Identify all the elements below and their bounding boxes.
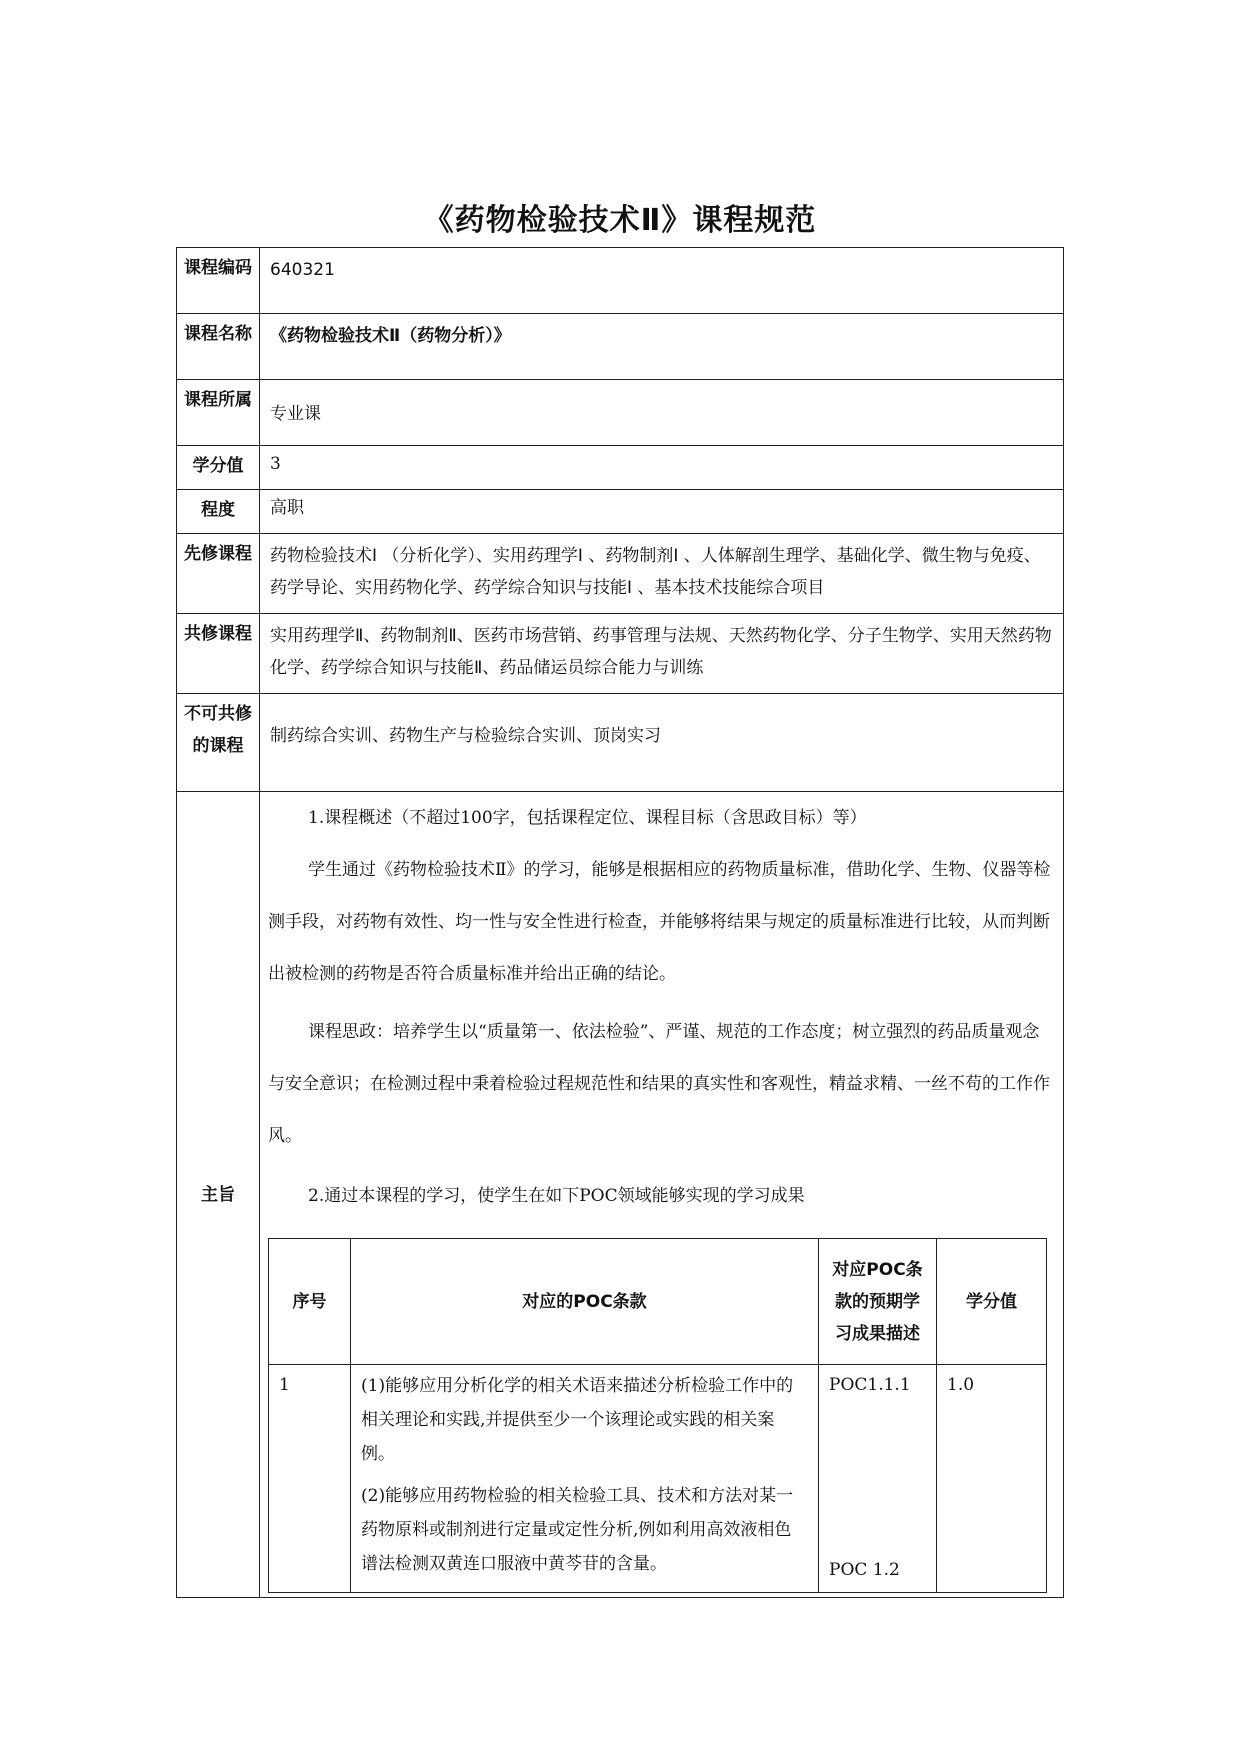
- label-level: 程度: [177, 490, 260, 534]
- label-exclude: 不可共修的课程: [177, 694, 260, 792]
- value-course-name: 《药物检验技术Ⅱ（药物分析）》: [260, 314, 1064, 380]
- poc-clause-1: (1)能够应用分析化学的相关术语来描述分析检验工作中的相关理论和实践,并提供至少一个该理论或实践的相关案例。: [361, 1376, 794, 1464]
- aim-paragraph-ideology: 课程思政：培养学生以“质量第一、依法检验”、严谨、规范的工作态度；树立强烈的药品质量观念与安全意识；在检测过程中秉着检验过程规范性和结果的真实性和客观性，精益求精、一丝不苟的工作作风。: [268, 1022, 1050, 1146]
- label-aim: 主旨: [177, 792, 260, 1598]
- label-course-code: 课程编码: [177, 248, 260, 314]
- page-title: 《药物检验技术Ⅱ》课程规范: [423, 203, 817, 238]
- aim-heading-overview: 1.课程概述（不超过100字，包括课程定位、课程目标（含思政目标）等）: [308, 808, 867, 828]
- value-course-code: 640321: [260, 248, 1064, 314]
- poc-row-desc: [819, 1365, 937, 1593]
- poc-row-no: 1: [269, 1365, 351, 1593]
- value-course-belong: 专业课: [260, 380, 1064, 446]
- poc-code-1: POC1.1.1: [829, 1375, 911, 1395]
- label-course-belong: 课程所属: [177, 380, 260, 446]
- poc-clause-2: (2)能够应用药物检验的相关检验工具、技术和方法对某一药物原料或制剂进行定量或定性分析,例如利用高效液相色谱法检测双黄连口服液中黄芩苷的含量。: [361, 1486, 794, 1574]
- poc-row-credit: 1.0: [937, 1365, 1047, 1593]
- aim-heading-poc: 2.通过本课程的学习，使学生在如下POC领域能够实现的学习成果: [308, 1186, 805, 1206]
- poc-table: [268, 1238, 1047, 1593]
- course-spec-table: [176, 247, 1064, 1598]
- poc-header-no: 序号: [269, 1239, 351, 1365]
- value-exclude: 制药综合实训、药物生产与检验综合实训、顶岗实习: [260, 694, 1064, 792]
- poc-header-desc: 对应POC条款的预期学习成果描述: [819, 1239, 937, 1365]
- label-coreq: 共修课程: [177, 614, 260, 694]
- poc-row-clauses: [351, 1365, 819, 1593]
- poc-code-2: POC 1.2: [829, 1560, 900, 1580]
- label-course-name: 课程名称: [177, 314, 260, 380]
- aim-paragraph-overview: 学生通过《药物检验技术Ⅱ》的学习，能够是根据相应的药物质量标准，借助化学、生物、仪器等检测手段，对药物有效性、均一性与安全性进行检查，并能够将结果与规定的质量标准进行比较，从而判断出被检测的药物是否符合质量标准并给出正确的结论。: [268, 860, 1051, 984]
- value-credit: 3: [260, 446, 1064, 490]
- poc-header-clause: 对应的POC条款: [351, 1239, 819, 1365]
- table-row: [269, 1365, 1047, 1593]
- value-prereq: 药物检验技术Ⅰ （分析化学）、实用药理学Ⅰ 、药物制剂Ⅰ 、人体解剖生理学、基础化学、微生物与免疫、药学导论、实用药物化学、药学综合知识与技能Ⅰ 、基本技术技能综合项目: [260, 534, 1064, 614]
- value-aim: [260, 792, 1064, 1598]
- poc-header-credit: 学分值: [937, 1239, 1047, 1365]
- label-prereq: 先修课程: [177, 534, 260, 614]
- value-coreq: 实用药理学Ⅱ、药物制剂Ⅱ、医药市场营销、药事管理与法规、天然药物化学、分子生物学、实用天然药物化学、药学综合知识与技能Ⅱ、药品储运员综合能力与训练: [260, 614, 1064, 694]
- label-credit: 学分值: [177, 446, 260, 490]
- value-level: 高职: [260, 490, 1064, 534]
